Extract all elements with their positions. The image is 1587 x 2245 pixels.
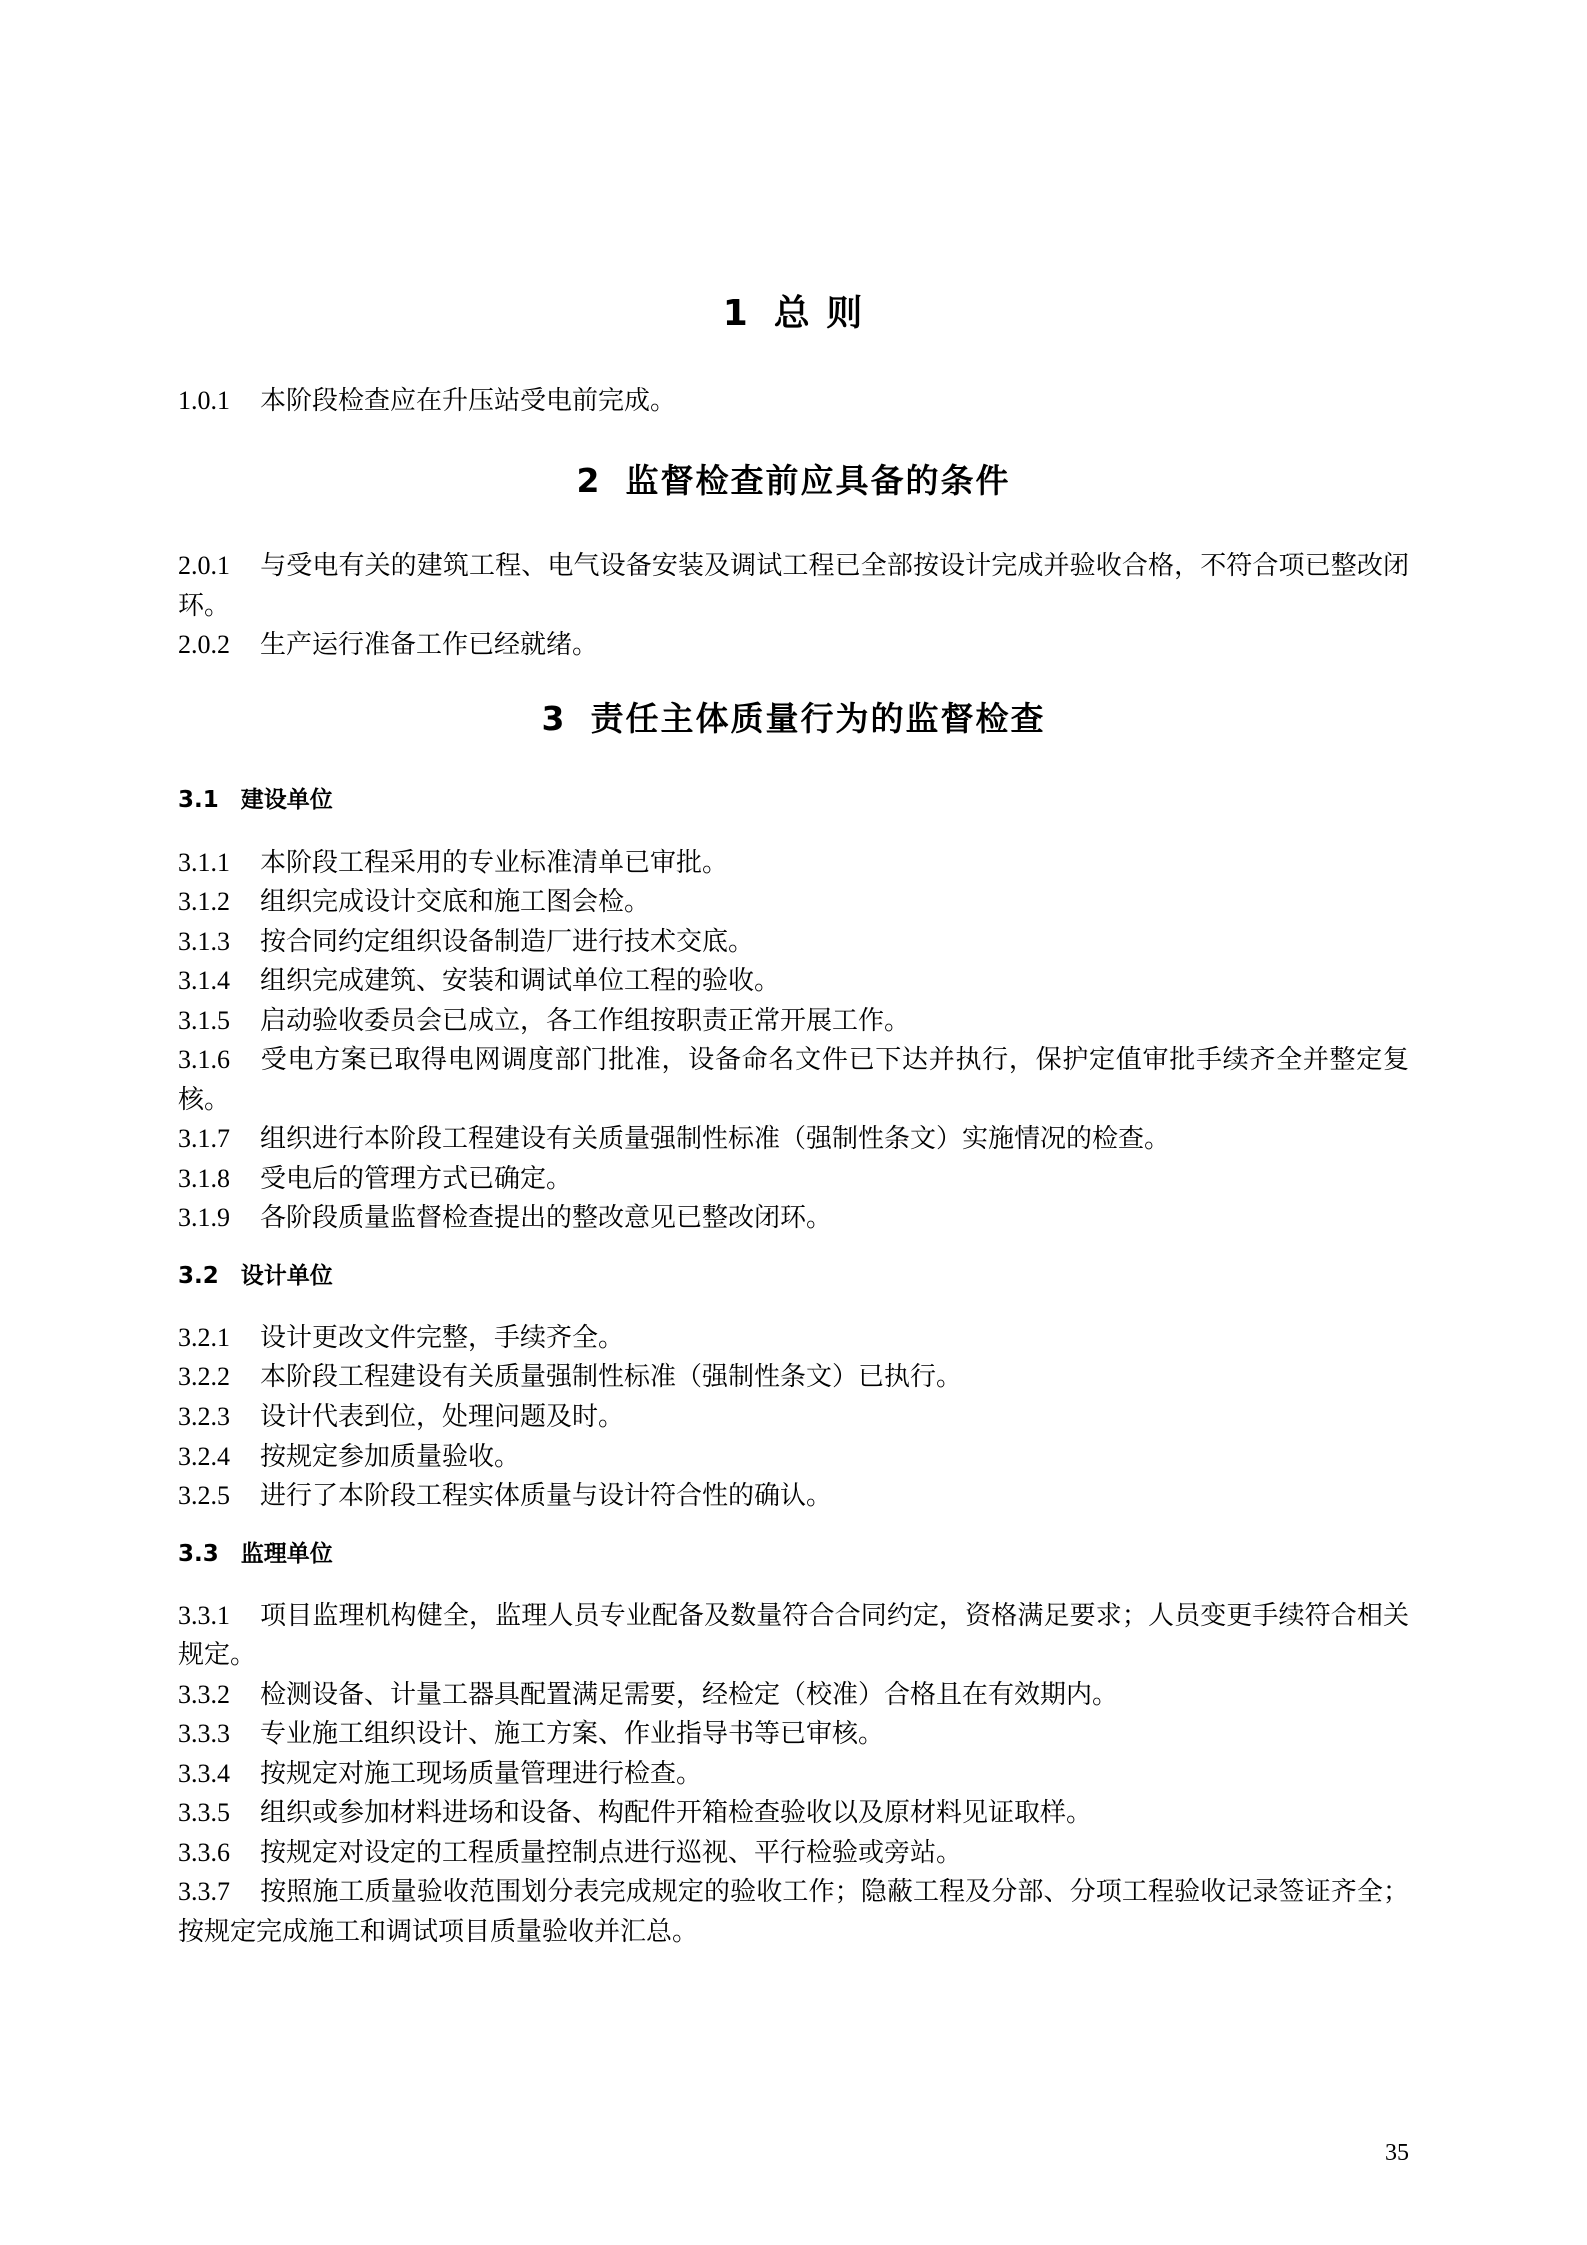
clause-index: 3.1.1 <box>178 847 230 877</box>
clause-3-2-1 <box>178 1318 1409 1358</box>
chapter-1-title: 总 则 <box>773 293 865 334</box>
clause-text: 专业施工组织设计、施工方案、作业指导书等已审核。 <box>260 1719 885 1749</box>
clause-text: 组织进行本阶段工程建设有关质量强制性标准（强制性条文）实施情况的检查。 <box>260 1124 1171 1154</box>
section-3-3-heading <box>178 1538 1409 1570</box>
clause-text: 按规定对设定的工程质量控制点进行巡视、平行检验或旁站。 <box>260 1837 963 1867</box>
clause-3-3-6 <box>178 1833 1409 1873</box>
clause-index: 3.2.3 <box>178 1402 230 1431</box>
clause-text: 各阶段质量监督检查提出的整改意见已整改闭环。 <box>260 1203 833 1233</box>
clause-3-1-6 <box>178 1040 1409 1119</box>
chapter-2-title: 监督检查前应具备的条件 <box>625 460 1011 500</box>
clause-text: 组织完成设计交底和施工图会检。 <box>260 887 651 917</box>
clause-index: 3.1.8 <box>178 1163 230 1193</box>
section-title: 建设单位 <box>240 787 333 814</box>
clause-index: 3.3.4 <box>178 1758 230 1788</box>
clause-text: 按规定对施工现场质量管理进行检查。 <box>260 1758 703 1788</box>
clause-index: 3.3.6 <box>178 1837 230 1867</box>
chapter-3-number: 3 <box>541 698 567 738</box>
gap <box>178 1292 1409 1318</box>
clause-text: 与受电有关的建筑工程、电气设备安装及调试工程已全部按设计完成并验收合格，不符合项已整改闭环。 <box>178 551 1409 620</box>
page-number: 35 <box>1385 2140 1409 2166</box>
clause-index: 1.0.1 <box>178 386 230 416</box>
clause-text: 按照施工质量验收范围划分表完成规定的验收工作；隐蔽工程及分部、分项工程验收记录签证齐全；按规定完成施工和调试项目质量验收并汇总。 <box>178 1877 1409 1946</box>
clause-3-1-3 <box>178 922 1409 962</box>
chapter-2-number: 2 <box>576 460 602 500</box>
clause-text: 本阶段工程建设有关质量强制性标准（强制性条文）已执行。 <box>260 1362 963 1392</box>
clause-3-3-5 <box>178 1793 1409 1833</box>
clause-index: 3.1.5 <box>178 1005 230 1035</box>
clause-3-3-4 <box>178 1754 1409 1794</box>
clause-index: 3.2.1 <box>178 1322 230 1352</box>
chapter-3-heading <box>178 699 1409 739</box>
clause-text: 启动验收委员会已成立，各工作组按职责正常开展工作。 <box>260 1005 911 1035</box>
clause-index: 3.1.6 <box>178 1045 230 1075</box>
clause-text: 设计更改文件完整，手续齐全。 <box>260 1322 625 1352</box>
clause-text: 受电方案已取得电网调度部门批准，设备命名文件已下达并执行，保护定值审批手续齐全并整定复核。 <box>178 1045 1409 1114</box>
clause-index: 3.3.7 <box>178 1877 230 1907</box>
clause-index: 3.1.7 <box>178 1124 230 1154</box>
clause-text: 项目监理机构健全，监理人员专业配备及数量符合合同约定，资格满足要求；人员变更手续符合相关规定。 <box>178 1600 1409 1670</box>
clause-text: 生产运行准备工作已经就绪。 <box>260 630 599 660</box>
clause-3-1-8 <box>178 1159 1409 1199</box>
clause-2-0-2 <box>178 625 1409 665</box>
section-3-1-heading <box>178 784 1409 816</box>
clause-3-1-2 <box>178 882 1409 922</box>
top-spacer <box>178 0 1409 292</box>
gap <box>178 1570 1409 1596</box>
clause-3-2-3 <box>178 1397 1409 1437</box>
section-number: 3.1 <box>178 787 219 814</box>
clause-index: 2.0.2 <box>178 630 230 660</box>
clause-3-2-4 <box>178 1437 1409 1477</box>
section-number: 3.2 <box>178 1262 219 1289</box>
clause-index: 3.2.5 <box>178 1481 230 1511</box>
clause-3-3-1 <box>178 1596 1409 1675</box>
section-title: 监理单位 <box>240 1540 333 1567</box>
clause-index: 3.2.2 <box>178 1362 230 1392</box>
clause-3-2-2 <box>178 1357 1409 1397</box>
gap <box>178 1516 1409 1538</box>
clause-3-2-5 <box>178 1476 1409 1516</box>
chapter-1-heading <box>178 292 1409 335</box>
section-3-2-heading <box>178 1260 1409 1292</box>
clause-index: 3.1.9 <box>178 1203 230 1233</box>
clause-text: 设计代表到位，处理问题及时。 <box>260 1402 625 1431</box>
clause-text: 组织完成建筑、安装和调试单位工程的验收。 <box>260 966 781 996</box>
clause-index: 3.1.4 <box>178 966 230 996</box>
clause-index: 3.1.3 <box>178 926 230 956</box>
clause-index: 3.2.4 <box>178 1441 230 1471</box>
gap <box>178 738 1409 784</box>
clause-3-1-7 <box>178 1119 1409 1159</box>
clause-3-3-7 <box>178 1872 1409 1951</box>
gap <box>178 500 1409 546</box>
clause-3-3-3 <box>178 1714 1409 1754</box>
clause-index: 3.3.3 <box>178 1719 230 1749</box>
gap <box>178 335 1409 381</box>
gap <box>178 421 1409 461</box>
chapter-1-number: 1 <box>722 293 750 334</box>
section-number: 3.3 <box>178 1540 219 1567</box>
clause-1-0-1 <box>178 381 1409 421</box>
clause-text: 按规定参加质量验收。 <box>260 1441 521 1471</box>
clause-index: 3.3.5 <box>178 1798 230 1828</box>
gap <box>178 817 1409 843</box>
clause-text: 本阶段工程采用的专业标准清单已审批。 <box>260 847 729 877</box>
clause-text: 检测设备、计量工器具配置满足需要，经检定（校准）合格且在有效期内。 <box>260 1679 1119 1709</box>
clause-index: 3.3.2 <box>178 1679 230 1709</box>
clause-index: 2.0.1 <box>178 551 230 581</box>
section-title: 设计单位 <box>240 1262 333 1289</box>
clause-index: 3.1.2 <box>178 887 230 917</box>
clause-3-1-1 <box>178 843 1409 883</box>
clause-text: 本阶段检查应在升压站受电前完成。 <box>260 386 677 416</box>
clause-3-3-2 <box>178 1675 1409 1715</box>
clause-index: 3.3.1 <box>178 1600 230 1630</box>
clause-3-1-5 <box>178 1001 1409 1041</box>
clause-text: 组织或参加材料进场和设备、构配件开箱检查验收以及原材料见证取样。 <box>260 1798 1093 1828</box>
gap <box>178 1238 1409 1260</box>
clause-text: 按合同约定组织设备制造厂进行技术交底。 <box>260 926 755 956</box>
clause-text: 受电后的管理方式已确定。 <box>260 1163 573 1193</box>
gap <box>178 665 1409 699</box>
clause-3-1-4 <box>178 961 1409 1001</box>
clause-2-0-1 <box>178 546 1409 625</box>
clause-text: 进行了本阶段工程实体质量与设计符合性的确认。 <box>260 1481 833 1511</box>
chapter-2-heading <box>178 461 1409 501</box>
chapter-3-title: 责任主体质量行为的监督检查 <box>590 698 1046 738</box>
clause-3-1-9 <box>178 1198 1409 1238</box>
